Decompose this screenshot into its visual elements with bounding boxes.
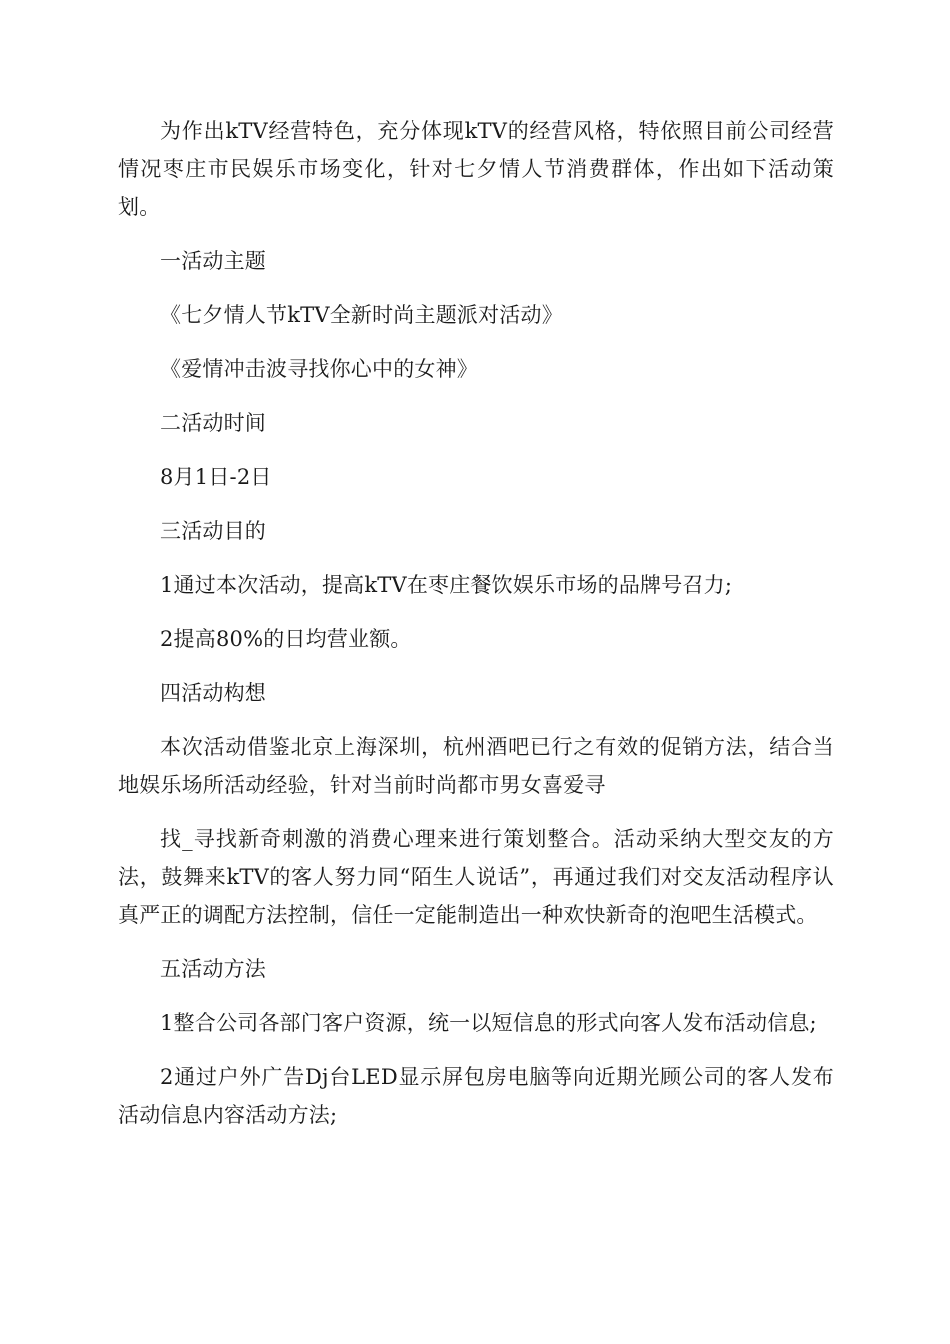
- section-heading-theme: 一活动主题: [160, 249, 266, 273]
- section-heading-concept: 四活动构想: [160, 681, 266, 705]
- concept-paragraph-2: 找_寻找新奇刺激的消费心理来进行策划整合。活动采纳大型交友的方法，鼓舞来kTV的客人努力同“陌生人说话”，再通过我们对交友活动程序认真严正的调配方法控制，信任一定能制造出一种欢快新奇的泡吧生活模式。: [118, 827, 834, 927]
- method-item-1: 1整合公司各部门客户资源，统一以短信息的形式向客人发布活动信息;: [160, 1011, 817, 1035]
- purpose-item-1: 1通过本次活动，提高kTV在枣庄餐饮娱乐市场的品牌号召力;: [160, 573, 733, 597]
- theme-title-2: 《爱情冲击波寻找你心中的女神》: [160, 357, 478, 381]
- section-heading-time: 二活动时间: [160, 411, 266, 435]
- section-heading-purpose: 三活动目的: [160, 519, 266, 543]
- intro-paragraph: 为作出kTV经营特色，充分体现kTV的经营风格，特依照目前公司经营情况枣庄市民娱乐市场变化，针对七夕情人节消费群体，作出如下活动策划。: [118, 119, 834, 219]
- event-date: 8月1日-2日: [160, 465, 272, 489]
- theme-title-1: 《七夕情人节kTV全新时尚主题派对活动》: [160, 303, 563, 327]
- concept-paragraph-1: 本次活动借鉴北京上海深圳，杭州酒吧已行之有效的促销方法，结合当地娱乐场所活动经验，针对当前时尚都市男女喜爱寻: [118, 735, 834, 797]
- purpose-item-2: 2提高80%的日均营业额。: [160, 627, 412, 651]
- section-heading-method: 五活动方法: [160, 957, 266, 981]
- method-item-2: 2通过户外广告Dj台LED显示屏包房电脑等向近期光顾公司的客人发布活动信息内容活动方法;: [118, 1065, 834, 1127]
- document-page: [118, 112, 834, 1150]
